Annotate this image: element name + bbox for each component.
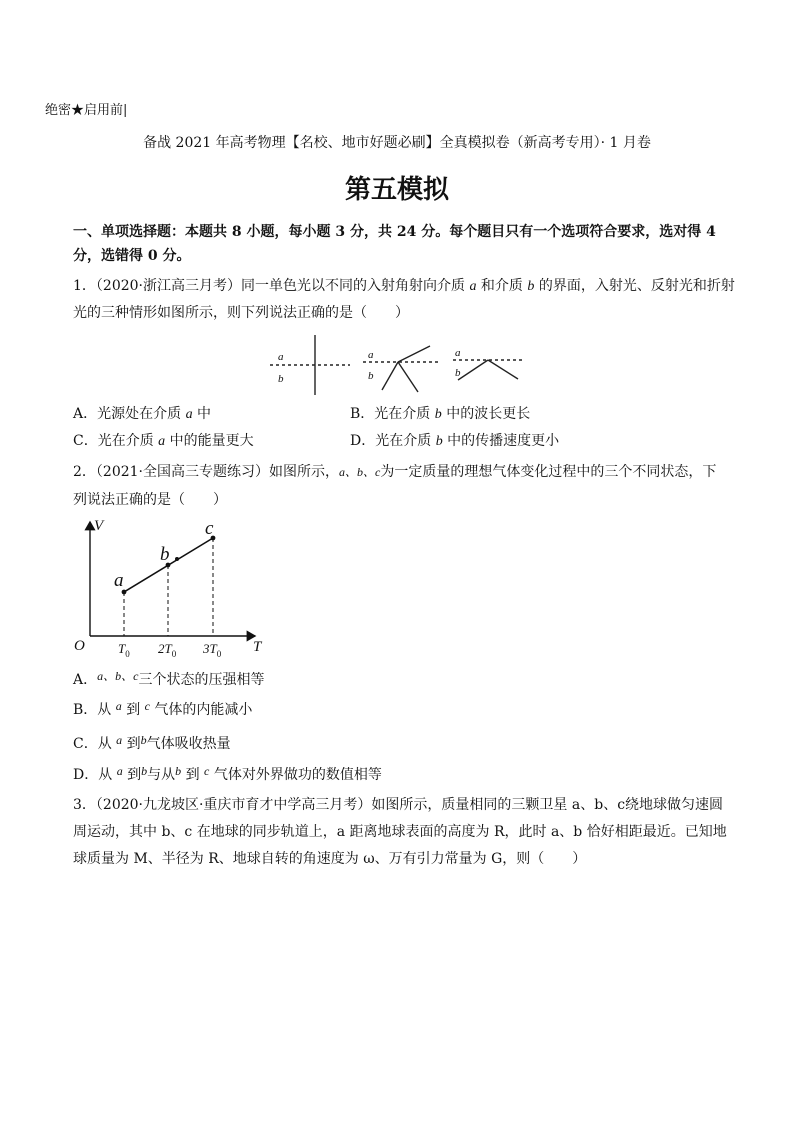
point-b2 <box>175 557 179 561</box>
q1-stem-line1: 1．（2020·浙江高三月考）同一单色光以不同的入射角射向介质 a 和介质 b 的界面，入射光、反射光和折射 <box>73 278 735 294</box>
section-heading-line1: 一、单项选择题：本题共 8 小题，每小题 3 分，共 24 分。每个题目只有一个选项符合要求，选对得 4 <box>73 224 716 240</box>
page-title: 第五模拟 <box>344 175 449 205</box>
tick-3t0: $3T_0$ <box>203 641 222 659</box>
label-b-3: b <box>455 367 461 379</box>
ray-2a <box>398 346 430 362</box>
q3-stem-line3: 球质量为 M、半径为 R、地球自转的角速度为 ω、万有引力常量为 G，则（ ） <box>73 851 587 867</box>
q3-stem-line2: 周运动，其中 b、c 在地球的同步轨道上，a 距离地球表面的高度为 R，此时 a、b 恰好相距最近。已知地 <box>73 824 727 840</box>
q1-figure <box>270 332 530 398</box>
q1-option-a[interactable]: A．光源处在介质 a 中 <box>73 406 212 422</box>
origin-label: O <box>74 638 85 654</box>
q1-option-b[interactable]: B．光在介质 b 中的波长更长 <box>350 406 531 422</box>
q1-option-c[interactable]: C．光在介质 a 中的能量更大 <box>73 433 254 449</box>
label-a-2: a <box>368 349 374 361</box>
state-a-label: a <box>114 570 124 591</box>
q2-option-b[interactable]: B．从 a 到 c 气体的内能减小 <box>73 699 253 718</box>
section-heading-line2: 分，选错得 0 分。 <box>73 248 191 264</box>
label-b-1: b <box>278 373 284 385</box>
label-a-1: a <box>278 351 284 363</box>
tick-2t0: $2T_0$ <box>158 641 177 659</box>
secret-label: 绝密★启用前| <box>45 103 128 118</box>
paper-subtitle: 备战 2021 年高考物理【名校、地市好题必刷】全真模拟卷（新高考专用）· 1 月卷 <box>143 135 651 151</box>
ray-3b <box>488 360 518 379</box>
q1-option-d[interactable]: D．光在介质 b 中的传播速度更小 <box>350 433 560 449</box>
q2-stem-line1: 2．（2021·全国高三专题练习）如图所示，a、b、c为一定质量的理想气体变化过程中的三个不同状态，下 <box>73 464 717 480</box>
state-c-label: c <box>205 518 214 539</box>
q2-stem-line2: 列说法正确的是（ ） <box>73 492 227 508</box>
ray-3a <box>458 360 488 380</box>
label-b-2: b <box>368 370 374 382</box>
q2-option-d[interactable]: D．从 a 到b与从b 到 c 气体对外界做功的数值相等 <box>73 764 382 783</box>
q2-option-a[interactable]: A．a、b、c三个状态的压强相等 <box>73 669 265 688</box>
q2-vt-graph <box>70 516 270 666</box>
ray-2c <box>398 362 418 392</box>
x-axis-label: T <box>253 639 262 655</box>
tick-t0: $T_0$ <box>118 641 130 659</box>
y-axis-label: V <box>94 518 104 534</box>
q1-stem-line2: 光的三种情形如图所示，则下列说法正确的是（ ） <box>73 305 409 321</box>
q3-stem-line1: 3．（2020·九龙坡区·重庆市育才中学高三月考）如图所示，质量相同的三颗卫星 a、b、c绕地球做匀速圆 <box>73 797 724 813</box>
ray-2b <box>382 362 398 390</box>
state-b-label: b <box>160 544 170 565</box>
q2-option-c[interactable]: C．从 a 到b气体吸收热量 <box>73 733 231 752</box>
label-a-3: a <box>455 347 461 359</box>
